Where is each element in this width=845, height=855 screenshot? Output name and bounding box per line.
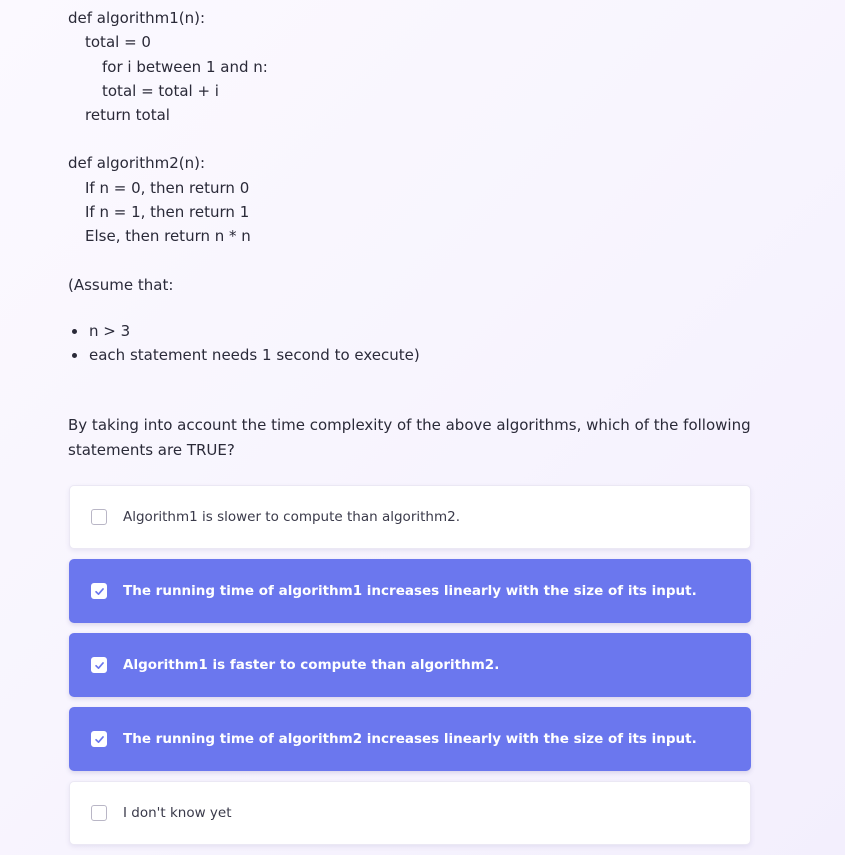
- answer-option[interactable]: [69, 485, 751, 549]
- code-line: If n = 0, then return 0: [85, 178, 250, 197]
- code-line: total = total + i: [102, 81, 219, 100]
- checkbox[interactable]: [91, 657, 107, 673]
- code-line: If n = 1, then return 1: [85, 203, 250, 222]
- code-line: def algorithm2(n):: [68, 154, 205, 173]
- checkmark-icon: [94, 734, 105, 745]
- code-line: return total: [85, 106, 170, 125]
- code-line: for i between 1 and n:: [102, 57, 268, 76]
- checkbox[interactable]: [91, 509, 107, 525]
- question-text: By taking into account the time complexity of the above algorithms, which of the following statements are TRUE?: [68, 416, 751, 459]
- checkmark-icon: [94, 660, 105, 671]
- option-label: Algorithm1 is slower to compute than algorithm2.: [123, 509, 460, 525]
- answer-option[interactable]: [69, 781, 751, 845]
- code-line: total = 0: [85, 33, 151, 52]
- assumptions-intro: (Assume that:: [68, 275, 174, 294]
- option-label: The running time of algorithm1 increases linearly with the size of its input.: [123, 583, 697, 599]
- option-label: Algorithm1 is faster to compute than algorithm2.: [123, 657, 500, 673]
- question-content: [68, 0, 768, 368]
- code-line: def algorithm1(n):: [68, 9, 205, 27]
- code-line: Else, then return n * n: [85, 227, 251, 246]
- list-item: n > 3: [68, 319, 768, 344]
- answer-options: [69, 485, 751, 855]
- answer-option[interactable]: [69, 559, 751, 623]
- checkmark-icon: [94, 586, 105, 597]
- code-block-algorithm1: [68, 6, 768, 127]
- assumptions-list: [68, 319, 768, 368]
- answer-option[interactable]: [69, 707, 751, 771]
- checkbox[interactable]: [91, 731, 107, 747]
- answer-option[interactable]: [69, 633, 751, 697]
- option-label: I don't know yet: [123, 805, 232, 821]
- list-item: each statement needs 1 second to execute): [68, 343, 768, 368]
- checkbox[interactable]: [91, 805, 107, 821]
- code-block-algorithm2: [68, 151, 768, 248]
- option-label: The running time of algorithm2 increases linearly with the size of its input.: [123, 731, 697, 747]
- checkbox[interactable]: [91, 583, 107, 599]
